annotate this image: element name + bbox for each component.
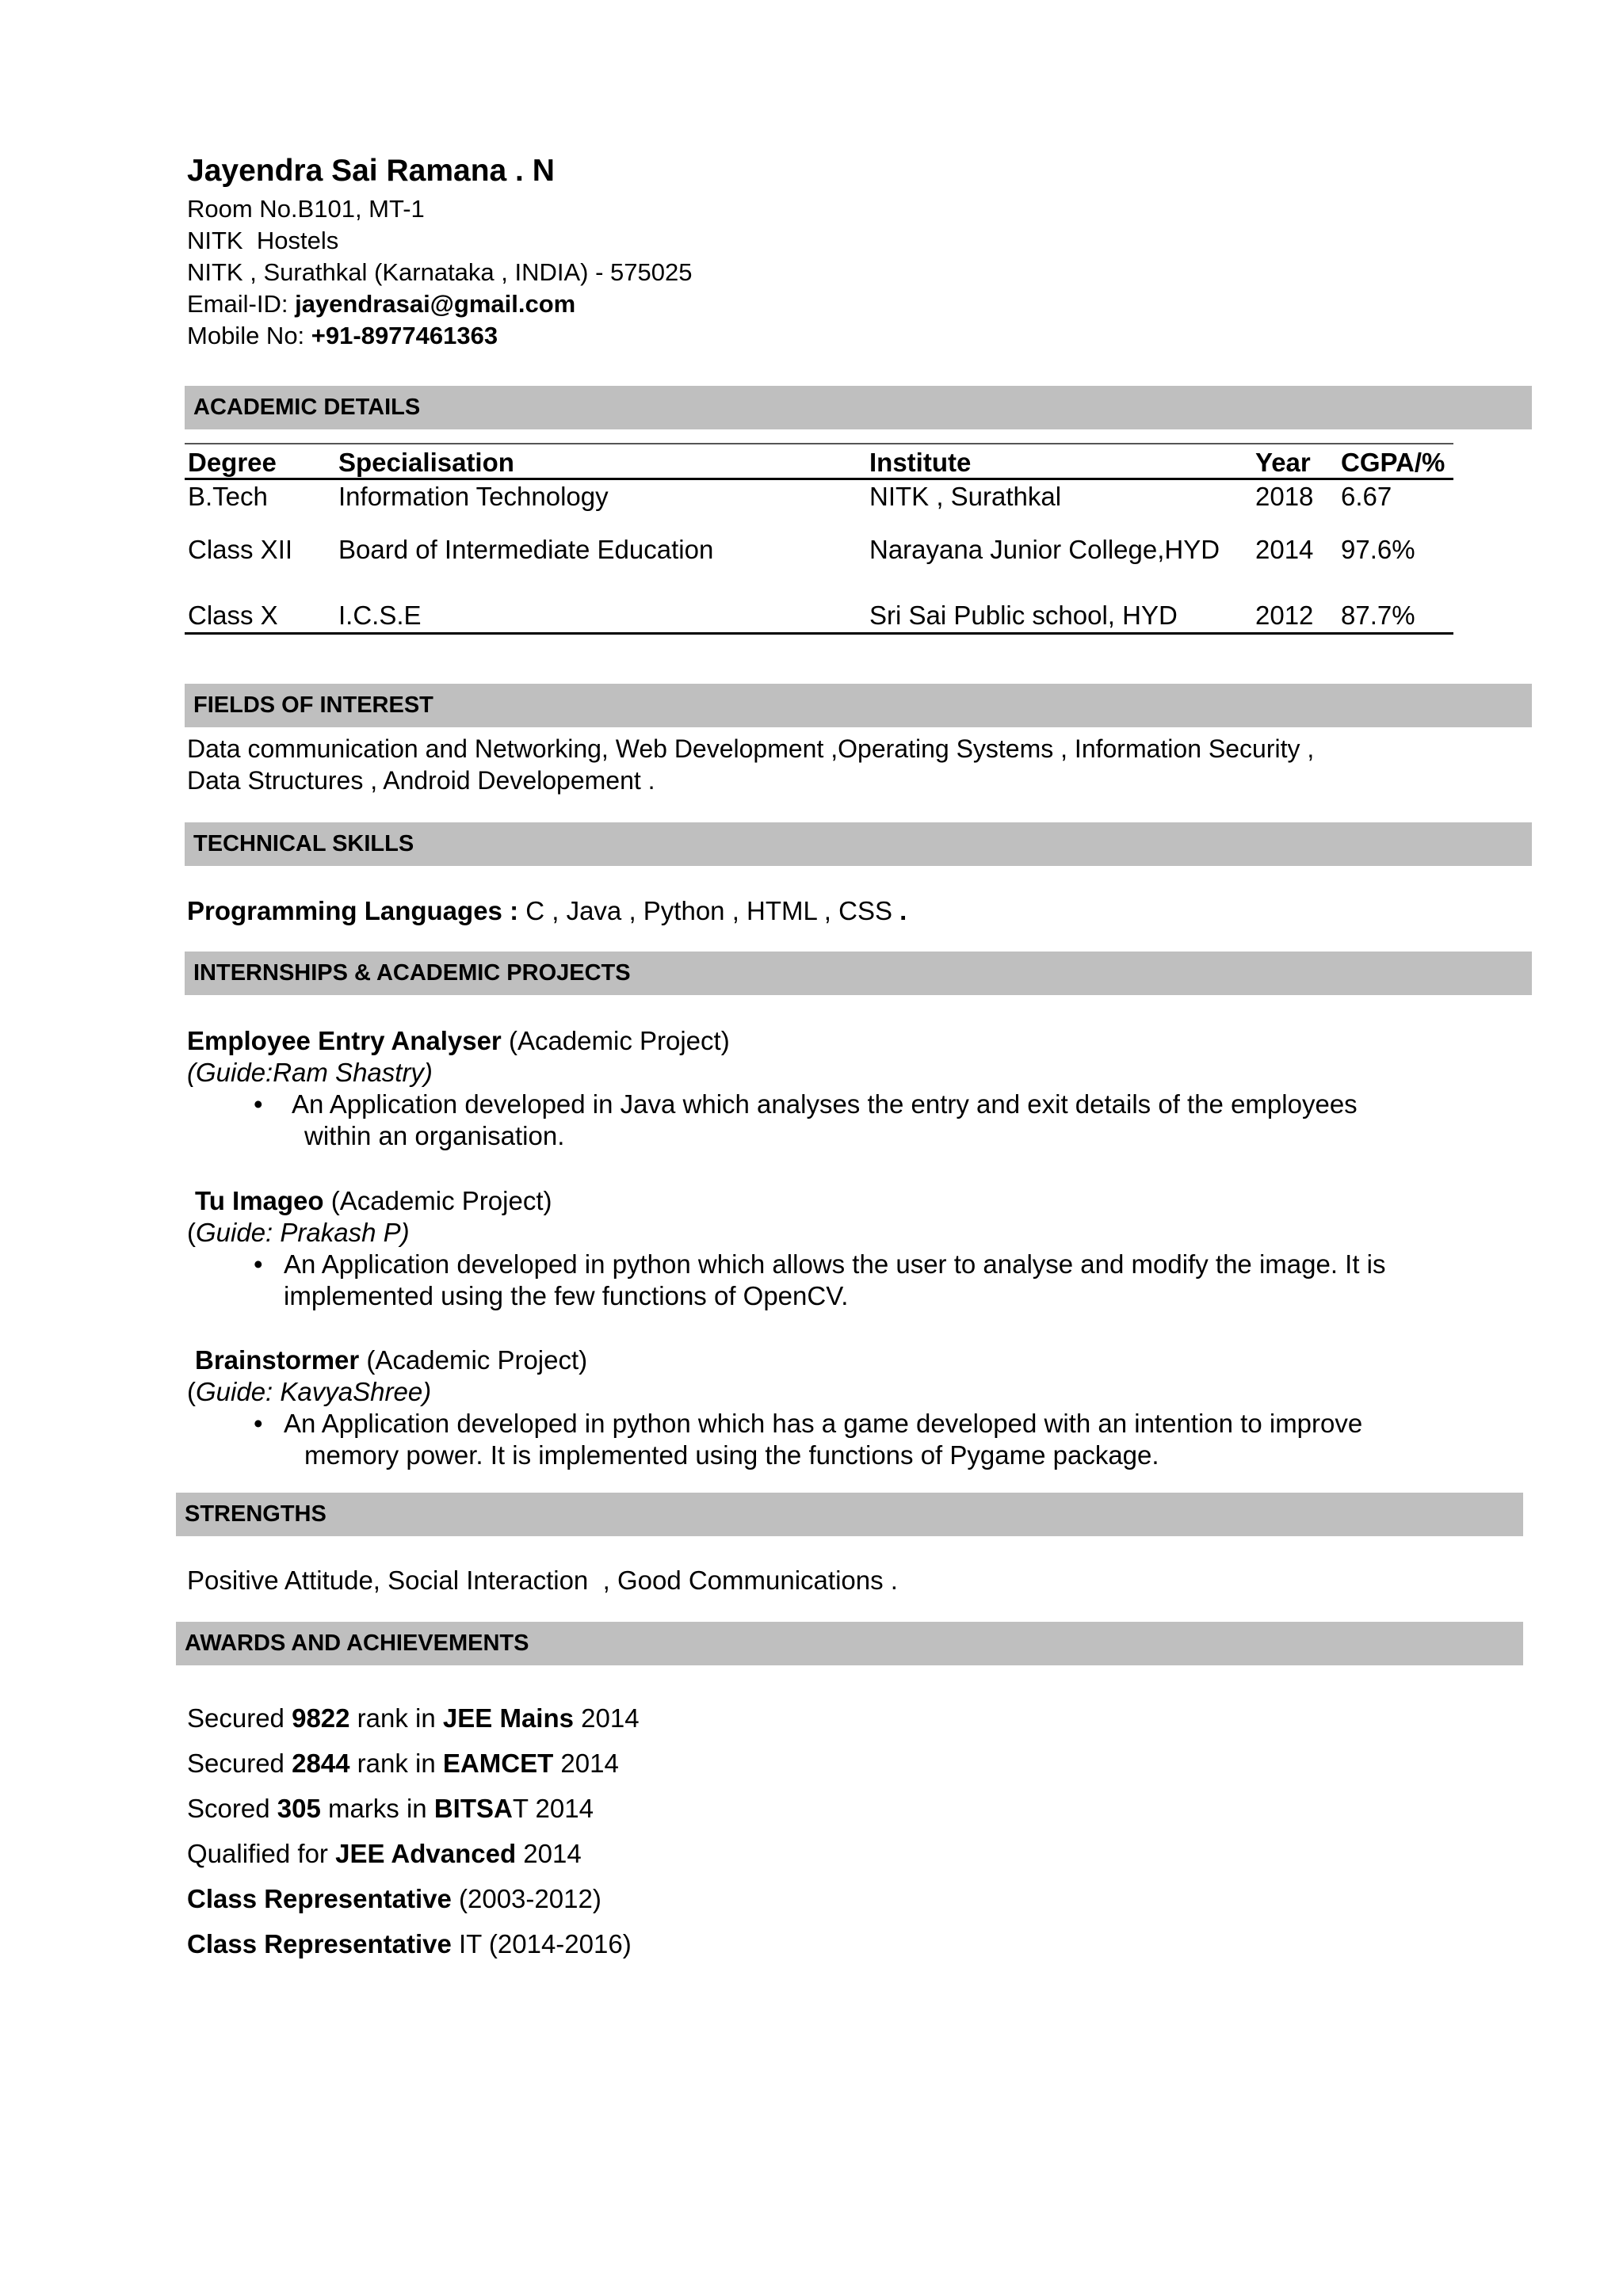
award-text: (2003-2012) bbox=[451, 1884, 601, 1913]
project-desc-line: implemented using the few functions of OpenCV. bbox=[284, 1281, 849, 1310]
project-guide: Guide: KavyaShree) bbox=[196, 1377, 432, 1406]
award-year: T 2014 bbox=[512, 1794, 594, 1823]
email-address[interactable]: jayendrasai@gmail.com bbox=[295, 290, 576, 318]
award-rank: 2844 bbox=[292, 1749, 350, 1778]
table-cell: I.C.S.E bbox=[338, 601, 422, 630]
address-line: NITK Hostels bbox=[187, 227, 339, 254]
award-item bbox=[187, 1695, 640, 1741]
project-guide: (Guide:Ram Shastry) bbox=[187, 1058, 433, 1087]
interests-line: Data Structures , Android Developement . bbox=[187, 766, 655, 795]
award-year: 2014 bbox=[516, 1839, 582, 1868]
table-cell: Sri Sai Public school, HYD bbox=[869, 601, 1178, 630]
project-item bbox=[187, 1344, 1363, 1471]
project-desc-line: memory power. It is implemented using the functions of Pygame package. bbox=[304, 1440, 1159, 1470]
project-name: Brainstormer bbox=[195, 1345, 360, 1375]
project-desc-line: An Application developed in python which has a game developed with an intention to improve bbox=[284, 1409, 1363, 1438]
table-cell: Class XII bbox=[188, 535, 293, 564]
project-guide: Guide: Prakash P) bbox=[196, 1218, 410, 1247]
bullet-icon: • bbox=[254, 1249, 263, 1279]
project-desc-line: An Application developed in Java which analyses the entry and exit details of the employees bbox=[292, 1089, 1358, 1119]
awards-list bbox=[187, 1695, 640, 1966]
section-projects-title: INTERNSHIPS & ACADEMIC PROJECTS bbox=[185, 952, 1532, 995]
table-row bbox=[185, 479, 1453, 519]
award-text: Secured bbox=[187, 1703, 292, 1733]
guide-paren: ( bbox=[187, 1218, 196, 1247]
award-item bbox=[187, 1831, 640, 1876]
award-exam: JEE Advanced bbox=[335, 1839, 517, 1868]
table-cell: 2018 bbox=[1255, 482, 1314, 511]
skills-end: . bbox=[899, 896, 907, 925]
academic-table bbox=[185, 443, 1453, 635]
award-year: 2014 bbox=[553, 1749, 619, 1778]
column-header: Degree bbox=[185, 444, 335, 479]
award-item bbox=[187, 1921, 640, 1966]
strengths-text: Positive Attitude, Social Interaction , Good Communications . bbox=[187, 1566, 898, 1595]
section-academic-title: ACADEMIC DETAILS bbox=[185, 386, 1532, 429]
award-text: rank in bbox=[349, 1749, 443, 1778]
column-header: Year bbox=[1252, 444, 1338, 479]
table-cell: Narayana Junior College,HYD bbox=[869, 535, 1220, 564]
section-skills-title: TECHNICAL SKILLS bbox=[185, 822, 1532, 866]
project-description bbox=[187, 1089, 1358, 1152]
project-description bbox=[195, 1408, 1362, 1471]
award-text: Scored bbox=[187, 1794, 277, 1823]
section-strengths-title: STRENGTHS bbox=[176, 1493, 1523, 1536]
project-desc-line: within an organisation. bbox=[304, 1121, 565, 1150]
skills-label: Programming Languages : bbox=[187, 896, 526, 925]
project-item bbox=[187, 1185, 1386, 1312]
interests-line: Data communication and Networking, Web Development ,Operating Systems , Information Security , bbox=[187, 734, 1315, 763]
award-text: marks in bbox=[320, 1794, 434, 1823]
project-desc-line: An Application developed in python which allows the user to analyse and modify the image. It is bbox=[284, 1249, 1386, 1279]
mobile-label: Mobile No: bbox=[187, 322, 311, 349]
award-text: IT (2014-2016) bbox=[451, 1929, 632, 1958]
award-rank: 305 bbox=[277, 1794, 321, 1823]
section-awards-title: AWARDS AND ACHIEVEMENTS bbox=[176, 1622, 1523, 1665]
table-cell: Board of Intermediate Education bbox=[338, 535, 714, 564]
project-name: Employee Entry Analyser bbox=[187, 1026, 502, 1055]
mobile-number: +91-8977461363 bbox=[311, 322, 498, 349]
guide-paren: ( bbox=[187, 1377, 196, 1406]
skills-text bbox=[187, 895, 907, 927]
award-exam: BITSA bbox=[433, 1794, 513, 1823]
award-item bbox=[187, 1786, 640, 1831]
section-interests-title: FIELDS OF INTEREST bbox=[185, 684, 1532, 727]
table-cell: 87.7% bbox=[1341, 601, 1415, 630]
candidate-name: Jayendra Sai Ramana . N bbox=[187, 154, 555, 188]
project-type: (Academic Project) bbox=[359, 1345, 588, 1375]
email-line bbox=[187, 288, 693, 320]
table-cell: 97.6% bbox=[1341, 535, 1415, 564]
project-type: (Academic Project) bbox=[501, 1026, 730, 1055]
address-line: Room No.B101, MT-1 bbox=[187, 195, 425, 223]
award-text: Secured bbox=[187, 1749, 292, 1778]
column-header: Institute bbox=[866, 444, 1252, 479]
table-row bbox=[185, 518, 1453, 582]
table-cell: NITK , Surathkal bbox=[869, 482, 1062, 511]
award-text: Qualified for bbox=[187, 1839, 336, 1868]
table-row bbox=[185, 582, 1453, 634]
skills-value: C , Java , Python , HTML , CSS bbox=[525, 896, 900, 925]
contact-header bbox=[187, 151, 693, 352]
award-text: rank in bbox=[349, 1703, 443, 1733]
bullet-icon: • bbox=[254, 1089, 263, 1119]
table-cell: Information Technology bbox=[338, 482, 609, 511]
mobile-line bbox=[187, 320, 693, 352]
project-item bbox=[187, 1025, 1358, 1152]
table-header-row bbox=[185, 444, 1453, 479]
award-item bbox=[187, 1876, 640, 1921]
table-cell: 2014 bbox=[1255, 535, 1314, 564]
project-name: Tu Imageo bbox=[195, 1186, 324, 1215]
table-cell: 2012 bbox=[1255, 601, 1314, 630]
table-cell: Class X bbox=[188, 601, 278, 630]
column-header: CGPA/% bbox=[1338, 444, 1453, 479]
award-role: Class Representative bbox=[187, 1929, 452, 1958]
award-exam: JEE Mains bbox=[442, 1703, 574, 1733]
award-exam: EAMCET bbox=[442, 1749, 554, 1778]
award-item bbox=[187, 1741, 640, 1786]
project-type: (Academic Project) bbox=[323, 1186, 552, 1215]
bullet-icon: • bbox=[254, 1409, 263, 1438]
table-cell: 6.67 bbox=[1341, 482, 1392, 511]
table-cell: B.Tech bbox=[188, 482, 268, 511]
award-rank: 9822 bbox=[292, 1703, 350, 1733]
interests-text bbox=[187, 733, 1314, 796]
project-description bbox=[195, 1249, 1386, 1312]
column-header: Specialisation bbox=[335, 444, 866, 479]
award-role: Class Representative bbox=[187, 1884, 452, 1913]
address-line: NITK , Surathkal (Karnataka , INDIA) - 575025 bbox=[187, 258, 693, 286]
email-label: Email-ID: bbox=[187, 290, 296, 318]
award-year: 2014 bbox=[573, 1703, 640, 1733]
